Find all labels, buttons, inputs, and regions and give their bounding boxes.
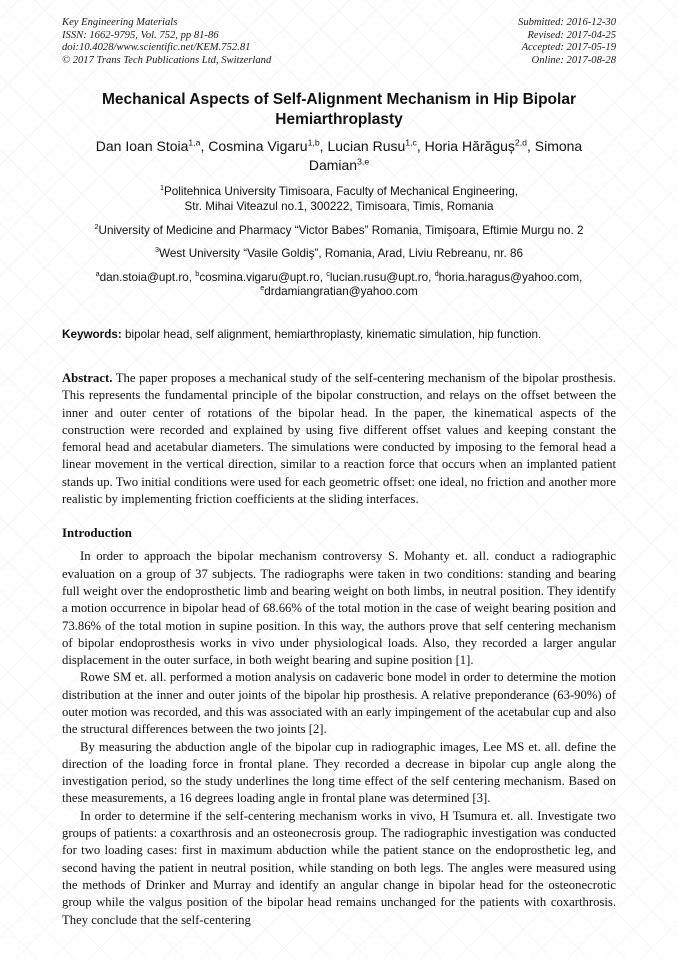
author: Horia Hărăguș$^{2,d}$,: [424, 137, 535, 155]
introduction-paragraph-2: Rowe SM et. all. performed a motion analysis on cadaveric bone model in order to determine the motion distribution at the inner and outer joints of the bipolar hip prosthesis. A relative preponderance (63-90%) of outer motion was recorded, and this was associated with an early impingement of the acetabular cup and also the structural differences between the two joints [2].: [62, 670, 616, 737]
keywords-line: [62, 327, 616, 342]
introduction-paragraph-3: By measuring the abduction angle of the bipolar cup in radiographic images, Lee MS et. all. define the direction of the loading force in frontal plane. They recorded a decrease in bipolar cup angle along the investigation period, so the study underlines the long time effect of the self centering mechanism. Based on these measurements, a 16 degrees loading angle in frontal plane was determined [3].: [62, 739, 616, 806]
introduction-heading: Introduction: [62, 526, 132, 541]
abstract-paragraph: [62, 370, 616, 508]
affiliation-3: $^3$West University “Vasile Goldiş”, Romania, Arad, Liviu Rebreanu, nr. 86: [154, 245, 524, 261]
author-email: $^b$cosmina.vigaru@upt.ro,: [195, 268, 327, 284]
author-email: $^a$dan.stoia@upt.ro,: [95, 268, 196, 284]
copyright-line: © 2017 Trans Tech Publications Ltd, Switzerland: [62, 54, 272, 66]
keywords-text: bipolar head, self alignment, hemiarthroplasty, kinematic simulation, hip function.: [121, 327, 542, 341]
authors-line: [69, 137, 609, 175]
introduction-paragraph-1: In order to approach the bipolar mechanism controversy S. Mohanty et. all. conduct a radiographic evaluation on a group of 37 subjects. The radiographs were taken in two conditions: standing and bearing full weight over the endoprosthetic limb and bearing weight on both limbs, in neutral position. They identify a motion occurrence in bipolar head of 68.66% of the total motion in the case of weight bearing position and 73.86% of the total motion in supine position. In this way, the authors prove that self centering mechanism of bipolar endoprosthesis works in vivo under physiological loads. Also, they recorded a larger angular displacement in the outer surface, in both weight bearing and supine position [1].: [62, 549, 616, 668]
revised-date: Revised: 2017-04-25: [527, 29, 616, 41]
keywords-label: Keywords:: [62, 327, 122, 341]
author-email: $^c$lucian.rusu@upt.ro,: [326, 268, 435, 284]
author-email: $^d$horia.haragus@yahoo.com,: [434, 268, 583, 284]
issn-line: ISSN: 1662-9795, Vol. 752, pp 81-86: [62, 29, 219, 41]
author: Cosmina Vigaru$^{1,b}$,: [208, 137, 328, 155]
author: Lucian Rusu$^{1,c}$,: [327, 137, 425, 155]
doi-line: doi:10.4028/www.scientific.net/KEM.752.81: [62, 42, 251, 54]
affiliation-1: $^1$Politehnica University Timisoara, Faculty of Mechanical Engineering, Str. Mihai Viteazul no.1, 300222, Timisoara, Timis, Romania: [159, 183, 519, 213]
author-emails-line: [62, 268, 616, 300]
journal-name: Key Engineering Materials: [62, 17, 178, 28]
online-date: Online: 2017-08-28: [531, 54, 616, 66]
page-title: Mechanical Aspects of Self-Alignment Mechanism in Hip Bipolar Hemiarthroplasty: [102, 91, 576, 129]
introduction-paragraph-4: In order to determine if the self-centering mechanism works in vivo, H Tsumura et. all. Investigate two groups of patients: a coxarthrosis and an osteonecrosis group. The radiographic investigation was conducted for two loading cases: first in maximum abduction while the patient stance on the endoprosthetic leg, and second having the patient in neutral position, while standing on both legs. The angles were measured using the methods of Drinker and Murray and identify an angular change in bipolar head for the osteonecrotic group while the valgus position of the bipolar head remains unchanged for the patients with coxarthrosis. They conclude that the self-centering: [62, 808, 616, 927]
abstract-label: Abstract.: [62, 370, 113, 385]
affiliation-2: $^2$University of Medicine and Pharmacy “Victor Babes” Romania, Timişoara, Eftimie Murgu no. 2: [94, 221, 584, 237]
page-header: [62, 17, 616, 67]
submitted-date: Submitted: 2016-12-30: [518, 17, 616, 28]
author-email: $^e$drdamiangratian@yahoo.com: [260, 283, 418, 299]
abstract-text: The paper proposes a mechanical study of the self-centering mechanism of the bipolar prosthesis. This represents the fundamental principle of the bipolar construction, and relays on the offset between the inner and outer center of rotations of the bipolar head. In the paper, the kinematical aspects of the construction were recorded and explained by using five different offset values and keeping constant the femoral head and acetabular diameters. The simulations were conducted by imposing to the femoral head a linear movement in the vertical direction, similar to a reaction force that occurs when an implanted patient stands up. Two initial conditions were used for each geometric offset: one ideal, no friction and another more realistic by implementing friction coefficients at the sliding interfaces.: [62, 370, 616, 507]
journal-info-block: [62, 17, 271, 67]
author: Dan Ioan Stoia$^{1,a}$,: [95, 137, 209, 155]
author: Simona Damian$^{3,e}$: [308, 138, 583, 174]
accepted-date: Accepted: 2017-05-19: [521, 42, 616, 54]
dates-block: [518, 17, 616, 67]
